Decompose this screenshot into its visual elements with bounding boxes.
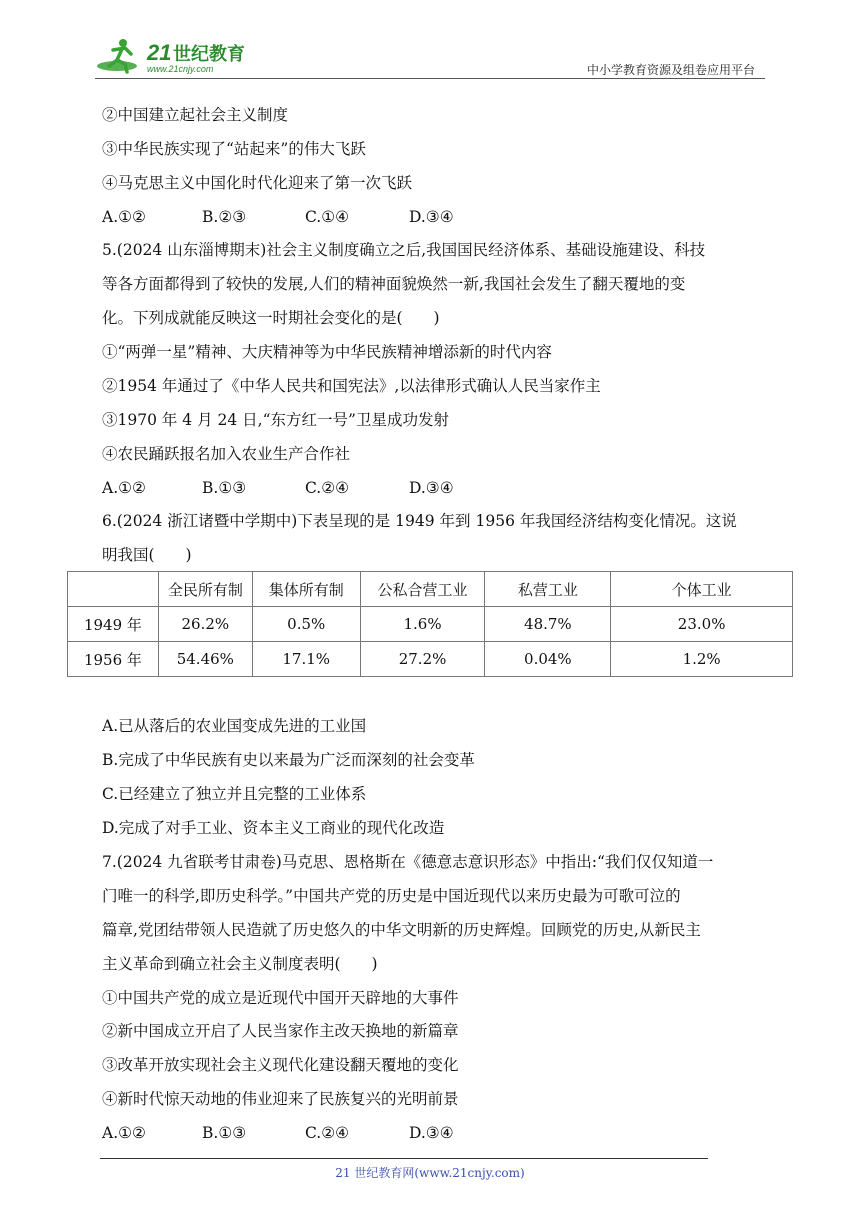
svg-text:21: 21 — [147, 40, 172, 65]
q5-options — [102, 478, 454, 498]
q4-option-a: A.①② — [102, 208, 146, 226]
q4-statement-4: ④马克思主义中国化时代化迎来了第一次飞跃 — [102, 174, 413, 192]
q7-option-d: D.③④ — [409, 1124, 454, 1142]
q5-option-a: A.①② — [102, 479, 146, 497]
q7-statement-4: ④新时代惊天动地的伟业迎来了民族复兴的光明前景 — [102, 1090, 459, 1108]
table-cell: 1.6% — [360, 607, 485, 642]
q7-options — [102, 1123, 454, 1143]
table-header-cell: 公私合营工业 — [360, 572, 485, 607]
table-header-cell: 全民所有制 — [158, 572, 252, 607]
table-cell: 17.1% — [252, 642, 360, 677]
table-cell: 0.5% — [252, 607, 360, 642]
q4-option-d: D.③④ — [409, 208, 454, 226]
q7-stem-line-3: 篇章,党团结带领人民造就了历史悠久的中华文明新的历史辉煌。回顾党的历史,从新民主 — [102, 921, 701, 939]
q7-statement-1: ①中国共产党的成立是近现代中国开天辟地的大事件 — [102, 989, 459, 1007]
table-cell: 23.0% — [611, 607, 793, 642]
table-cell: 1.2% — [611, 642, 793, 677]
q5-stem-line-3: 化。下列成就能反映这一时期社会变化的是( ) — [102, 309, 440, 327]
q4-statement-2: ②中国建立起社会主义制度 — [102, 106, 289, 124]
q7-stem-line-4: 主义革命到确立社会主义制度表明( ) — [102, 955, 378, 973]
q7-stem-line-1: 7.(2024 九省联考甘肃卷)马克思、恩格斯在《德意志意识形态》中指出:“我们仅仅知道一 — [102, 853, 714, 871]
q7-option-a: A.①② — [102, 1124, 146, 1142]
q7-option-c: C.②④ — [305, 1124, 350, 1142]
q6-stem-line-1: 6.(2024 浙江诸暨中学期中)下表呈现的是 1949 年到 1956 年我国经济结构变化情况。这说 — [102, 512, 737, 530]
q6-option-b: B.完成了中华民族有史以来最为广泛而深刻的社会变革 — [102, 751, 475, 769]
economic-structure-table — [67, 571, 793, 677]
q6-option-d: D.完成了对手工业、资本主义工商业的现代化改造 — [102, 819, 445, 837]
table-header-row — [68, 572, 793, 607]
table-cell: 26.2% — [158, 607, 252, 642]
table-header-cell — [68, 572, 159, 607]
q7-option-b: B.①③ — [202, 1124, 247, 1142]
table-cell: 1949 年 — [68, 607, 159, 642]
table-header-cell: 个体工业 — [611, 572, 793, 607]
header-platform-text: 中小学教育资源及组卷应用平台 — [586, 63, 755, 77]
footer-divider — [100, 1158, 708, 1159]
q7-statement-3: ③改革开放实现社会主义现代化建设翻天覆地的变化 — [102, 1056, 459, 1074]
q5-statement-1: ①“两弹一星”精神、大庆精神等为中华民族精神增添新的时代内容 — [102, 343, 552, 361]
q5-option-b: B.①③ — [202, 479, 247, 497]
q7-statement-2: ②新中国成立开启了人民当家作主改天换地的新篇章 — [102, 1022, 459, 1040]
footer-link[interactable]: 21 世纪教育网(www.21cnjy.com) — [335, 1166, 525, 1180]
page-header — [95, 30, 765, 80]
table-cell: 0.04% — [485, 642, 611, 677]
table-cell: 27.2% — [360, 642, 485, 677]
q4-options — [102, 207, 454, 227]
q5-stem-line-2: 等各方面都得到了较快的发展,人们的精神面貌焕然一新,我国社会发生了翻天覆地的变 — [102, 275, 686, 293]
q4-option-c: C.①④ — [305, 208, 350, 226]
svg-text:www.21cnjy.com: www.21cnjy.com — [147, 64, 214, 74]
q5-stem-line-1: 5.(2024 山东淄博期末)社会主义制度确立之后,我国国民经济体系、基础设施建设、科技 — [102, 241, 706, 259]
table-header-cell: 集体所有制 — [252, 572, 360, 607]
q5-option-d: D.③④ — [409, 479, 454, 497]
q4-option-b: B.②③ — [202, 208, 247, 226]
q6-stem-line-2: 明我国( ) — [102, 546, 192, 564]
svg-text:世纪教育: 世纪教育 — [173, 44, 245, 65]
header-divider — [95, 78, 765, 79]
q7-stem-line-2: 门唯一的科学,即历史科学。”中国共产党的历史是中国近现代以来历史最为可歌可泣的 — [102, 887, 681, 905]
q6-option-c: C.已经建立了独立并且完整的工业体系 — [102, 785, 367, 803]
table-row — [68, 607, 793, 642]
q5-option-c: C.②④ — [305, 479, 350, 497]
q5-statement-2: ②1954 年通过了《中华人民共和国宪法》,以法律形式确认人民当家作主 — [102, 377, 601, 395]
table-row — [68, 642, 793, 677]
table-cell: 1956 年 — [68, 642, 159, 677]
q6-option-a: A.已从落后的农业国变成先进的工业国 — [102, 717, 367, 735]
q5-statement-3: ③1970 年 4 月 24 日,“东方红一号”卫星成功发射 — [102, 411, 449, 429]
table-cell: 54.46% — [158, 642, 252, 677]
table-header-cell: 私营工业 — [485, 572, 611, 607]
site-logo — [95, 36, 265, 76]
table-cell: 48.7% — [485, 607, 611, 642]
q5-statement-4: ④农民踊跃报名加入农业生产合作社 — [102, 445, 351, 463]
q4-statement-3: ③中华民族实现了“站起来”的伟大飞跃 — [102, 140, 366, 158]
